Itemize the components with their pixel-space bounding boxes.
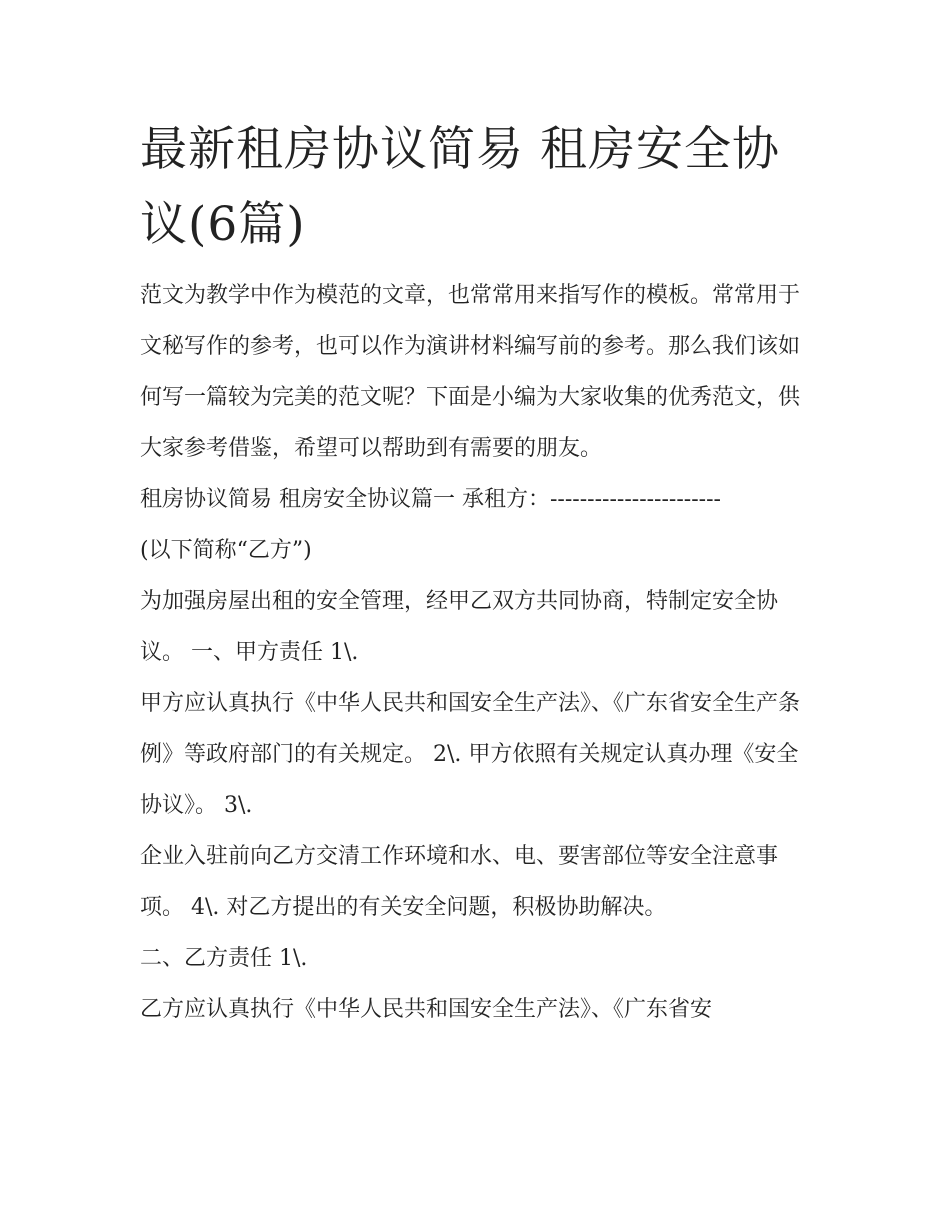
party-a-duty-1: 甲方应认真执行《中华人民共和国安全生产法》、《广东省安全生产条例》等政府部门的有关规定。 2\. 甲方依照有关规定认真办理《安全协议》。 3\. [140,691,801,818]
intro-paragraph: 范文为教学中作为模范的文章，也常常用来指写作的模板。常常用于文秘写作的参考，也可以作为演讲材料编写前的参考。那么我们该如何写一篇较为完美的范文呢？下面是小编为大家收集的优秀范文，供大家参考借鉴，希望可以帮助到有需要的朋友。 [140,283,801,461]
document-page [140,112,812,1035]
section-heading-lessee: 租房协议简易 租房安全协议篇一 承租方：----------------------- [140,487,721,512]
party-b-heading: 二、乙方责任 1\. [140,946,308,971]
lessee-alias: (以下简称“乙方”) [140,538,312,563]
party-a-duty-3: 企业入驻前向乙方交清工作环境和水、电、要害部位等安全注意事项。 4\. 对乙方提出的有关安全问题，积极协助解决。 [140,844,779,920]
purpose-paragraph: 为加强房屋出租的安全管理，经甲乙双方共同协商，特制定安全协议。 一、甲方责任 1\. [140,589,779,665]
party-b-duty-1: 乙方应认真执行《中华人民共和国安全生产法》、《广东省安 [140,997,713,1022]
document-title: 最新租房协议简易 租房安全协议(6篇) [140,122,780,252]
